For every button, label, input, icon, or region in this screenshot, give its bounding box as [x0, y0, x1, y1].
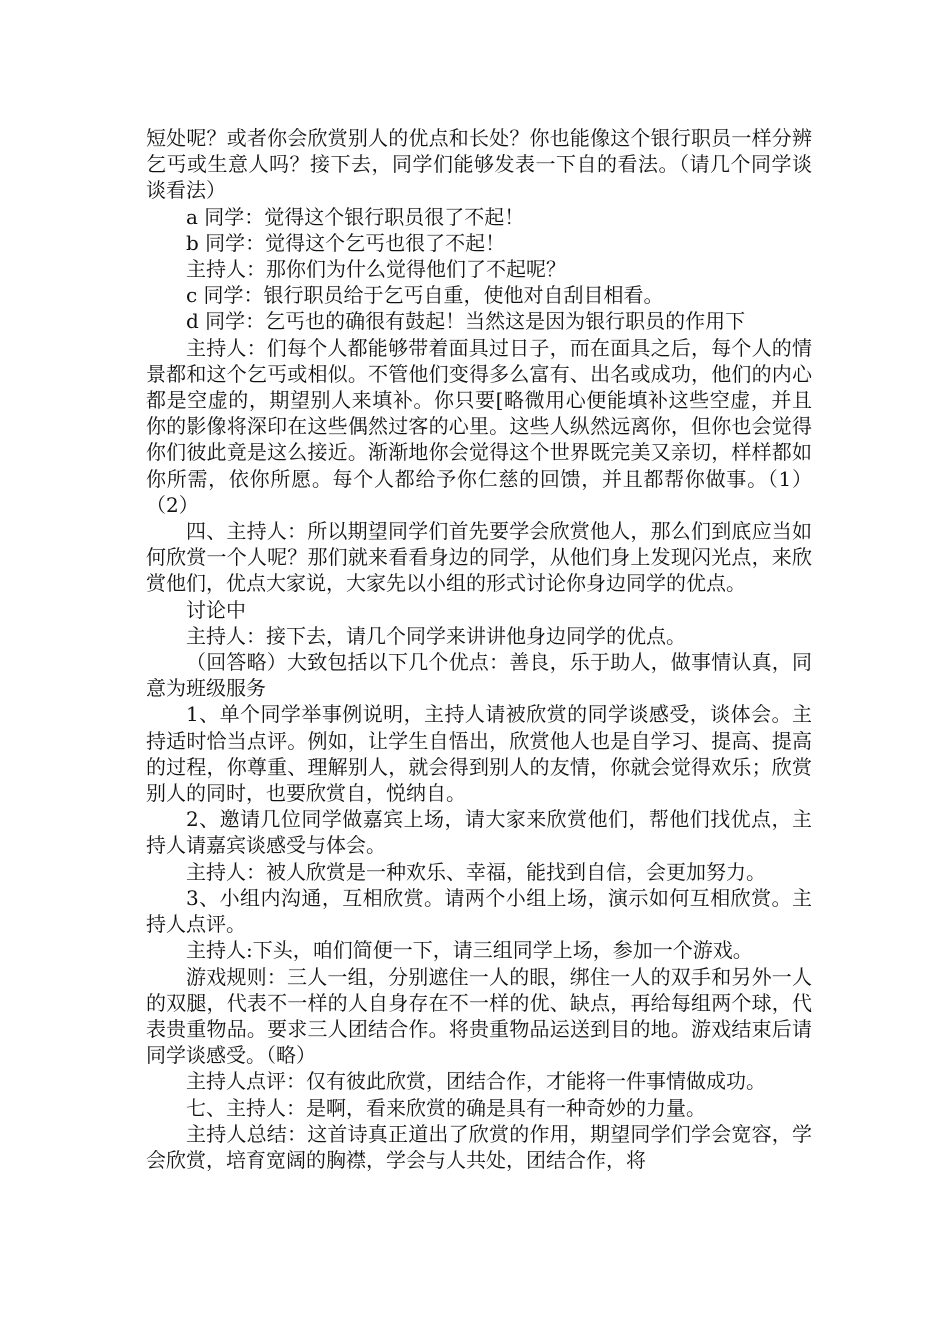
- paragraph-host-summary: 主持人总结：这首诗真正道出了欣赏的作用，期望同学们学会宽容，学会欣赏，培育宽阔的胸襟，学会与人共处，团结合作，将: [146, 1121, 812, 1172]
- paragraph-student-c: c 同学：银行职员给于乞丐自重，使他对自刮目相看。: [186, 283, 664, 308]
- paragraph-host-mask: 主持人：们每个人都能够带着面具过日子，而在面具之后，每个人的情景都和这个乞丐或相似。不管他们变得多么富有、出名或成功，他们的内心都是空虚的，期望别人来填补。你只要[略微用心便能填补这些空虚，并且你的影像将深印在这些偶然过客的心里。这些人纵然远离你，但你也会觉得你们彼此竟是这么接近。渐渐地你会觉得这个世界既完美又亲切，样样都如你所需，依你所愿。每个人都给予你仁慈的回馈，并且都帮你做事。（1）（2）: [146, 335, 812, 517]
- paragraph-step-two: 2、邀请几位同学做嘉宾上场，请大家来欣赏他们，帮他们找优点，主持人请嘉宾谈感受与体会。: [146, 807, 812, 858]
- paragraph-discussion: 讨论中: [186, 597, 246, 622]
- paragraph-student-a: a 同学：觉得这个银行职员很了不起！: [186, 204, 525, 229]
- paragraph-student-b: b 同学：觉得这个乞丐也很了不起！: [186, 230, 506, 255]
- paragraph-section-four: 四、主持人：所以期望同学们首先要学会欣赏他人，那么们到底应当如何欣赏一个人呢？那们就来看看身边的同学，从他们身上发现闪光点，来欣赏他们，优点大家说，大家先以小组的形式讨论你身边同学的优点。: [146, 519, 812, 596]
- document-body: [146, 125, 812, 1173]
- paragraph-host-appreciated: 主持人：被人欣赏是一种欢乐、幸福，能找到自信，会更加努力。: [186, 859, 766, 884]
- paragraph-student-d: d 同学：乞丐也的确很有鼓起！当然这是因为银行职员的作用下: [186, 309, 746, 334]
- paragraph-step-one: 1、单个同学举事例说明，主持人请被欣赏的同学谈感受，谈体会。主持适时恰当点评。例如，让学生自悟出，欣赏他人也是自学习、提高、提高的过程，你尊重、理解别人，就会得到别人的友情，你就会觉得欢乐；欣赏别人的同时，也要欣赏自，悦纳自。: [146, 702, 812, 806]
- paragraph-host-review: 主持人点评：仅有彼此欣赏，团结合作，才能将一件事情做成功。: [186, 1069, 766, 1094]
- paragraph-answers: （回答略）大致包括以下几个优点：善良，乐于助人，做事情认真，同意为班级服务: [146, 650, 812, 701]
- paragraph-host-next: 主持人：接下去，请几个同学来讲讲他身边同学的优点。: [186, 623, 686, 648]
- paragraph-host-game: 主持人:下头，咱们简便一下，请三组同学上场，参加一个游戏。: [186, 938, 753, 963]
- paragraph-host-question: 主持人：那你们为什么觉得他们了不起呢？: [186, 257, 566, 282]
- paragraph-game-rules: 游戏规则：三人一组，分别遮住一人的眼，绑住一人的双手和另外一人的双腿，代表不一样的人自身存在不一样的优、缺点，再给每组两个球，代表贵重物品。要求三人团结合作。将贵重物品运送到目的地。游戏结束后请同学谈感受。（略）: [146, 964, 812, 1068]
- paragraph-continuation: 短处呢？或者你会欣赏别人的优点和长处？你也能像这个银行职员一样分辨乞丐或生意人吗？接下去，同学们能够发表一下自的看法。（请几个同学谈谈看法）: [146, 126, 812, 203]
- paragraph-step-three: 3、小组内沟通，互相欣赏。请两个小组上场，演示如何互相欣赏。主持人点评。: [146, 885, 812, 937]
- paragraph-section-seven: 七、主持人：是啊，看来欣赏的确是具有一种奇妙的力量。: [186, 1095, 706, 1120]
